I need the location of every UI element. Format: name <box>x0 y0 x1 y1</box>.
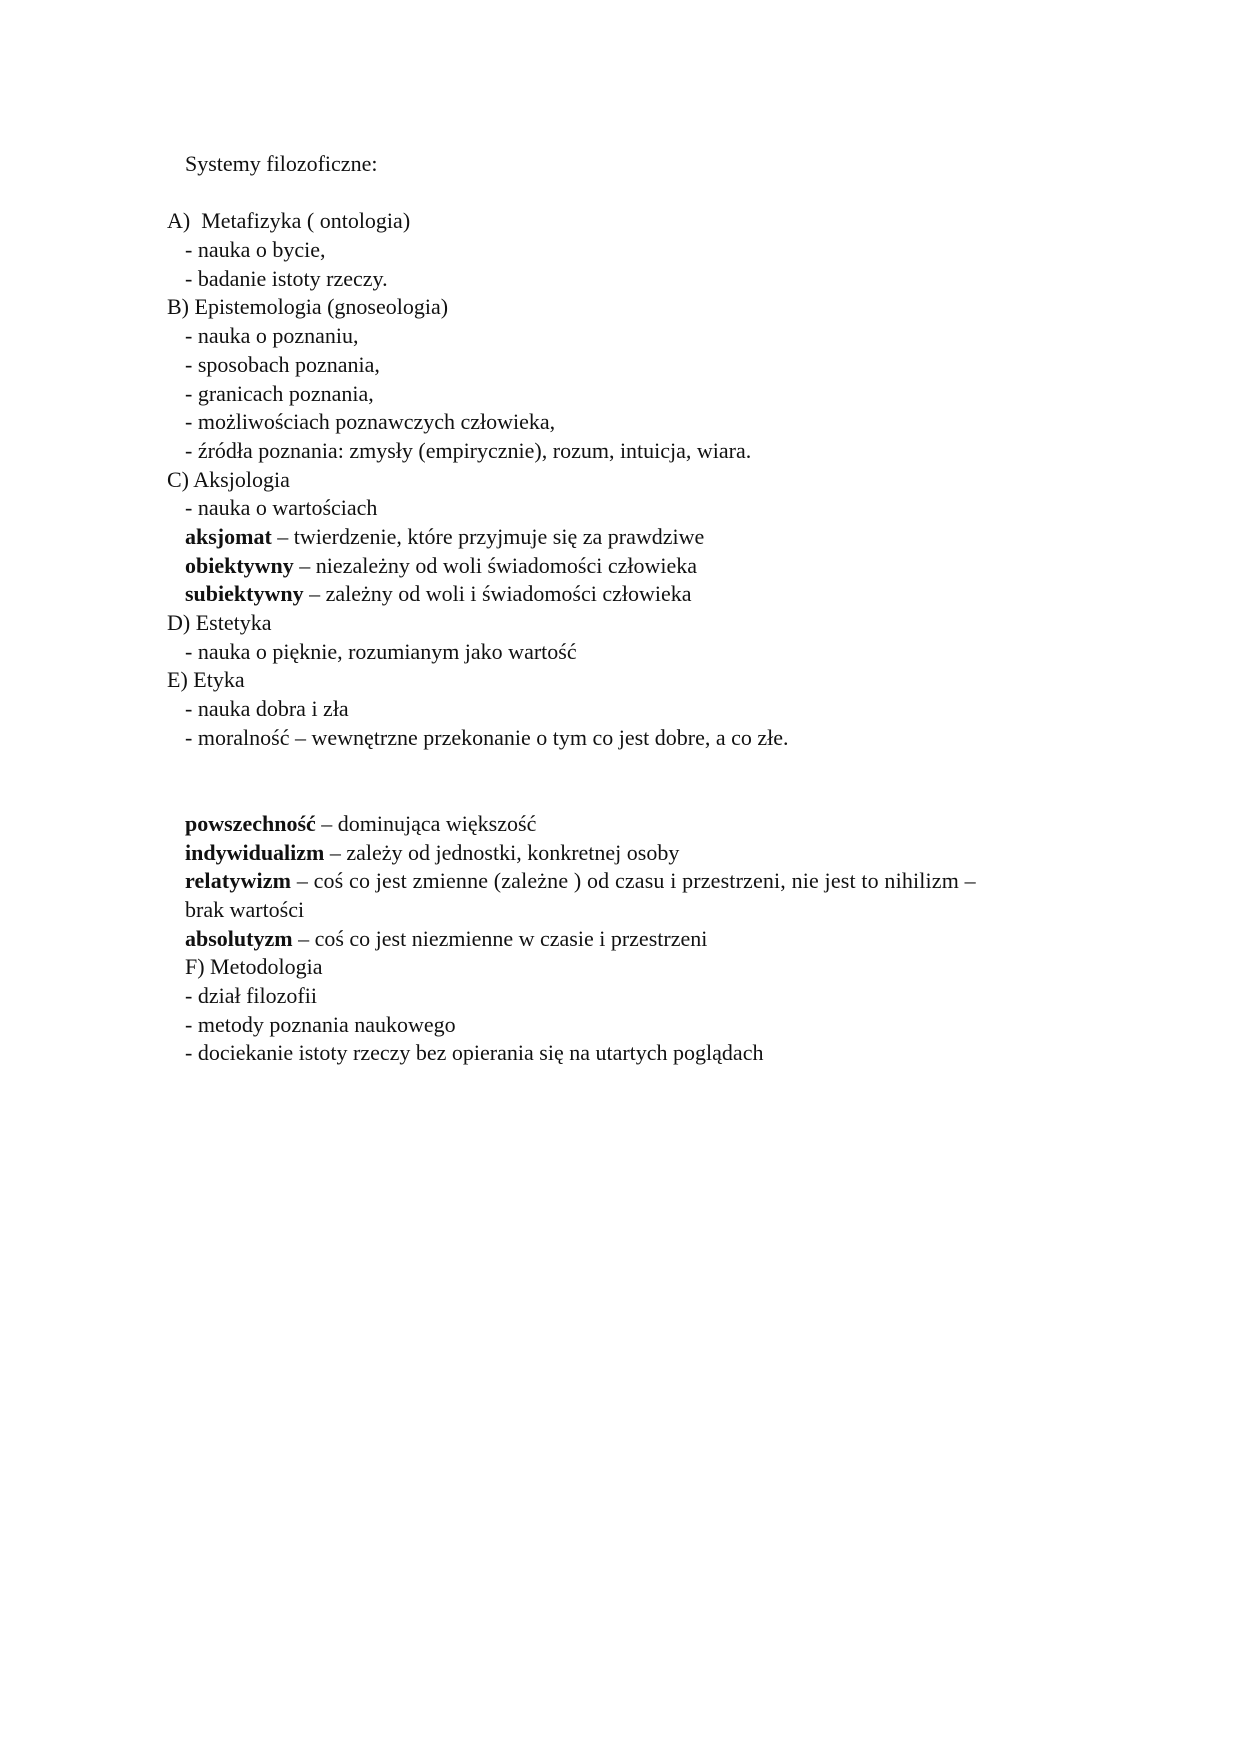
section-b-heading: B) Epistemologia (gnoseologia) <box>167 294 449 320</box>
section-a-heading: A) Metafizyka ( ontologia) <box>167 208 411 234</box>
section-e-heading: E) Etyka <box>167 667 245 693</box>
list-item: - sposobach poznania, <box>185 351 380 377</box>
list-item: - źródła poznania: zmysły (empirycznie), rozum, intuicja, wiara. <box>185 437 752 463</box>
list-item: - nauka dobra i zła <box>185 696 349 722</box>
definition <box>0 925 1240 954</box>
term: powszechność <box>185 810 316 836</box>
definition <box>0 523 1240 552</box>
term-definition: – dominująca większość <box>315 810 537 836</box>
term: indywidualizm <box>185 839 325 865</box>
list-item: - badanie istoty rzeczy. <box>185 265 388 291</box>
term: obiektywny <box>185 552 294 578</box>
term-definition: – zależy od jednostki, konkretnej osoby <box>324 839 680 865</box>
list-item: - nauka o poznaniu, <box>185 323 359 349</box>
definition <box>0 867 1240 896</box>
list-item: - metody poznania naukowego <box>185 1011 456 1037</box>
term-definition: – coś co jest niezmienne w czasie i przestrzeni <box>292 925 708 951</box>
list-item: - nauka o pięknie, rozumianym jako wartość <box>185 638 577 664</box>
definition <box>0 580 1240 609</box>
definition-continuation: brak wartości <box>185 896 305 922</box>
list-item: - moralność – wewnętrzne przekonanie o tym co jest dobre, a co złe. <box>185 724 789 750</box>
definition <box>0 839 1240 868</box>
term-definition: – zależny od woli i świadomości człowieka <box>303 581 692 607</box>
list-item: - możliwościach poznawczych człowieka, <box>185 409 556 435</box>
term: absolutyzm <box>185 925 293 951</box>
term-definition: – niezależny od woli świadomości człowieka <box>293 552 698 578</box>
section-d-heading: D) Estetyka <box>167 610 272 635</box>
definition <box>0 552 1240 581</box>
document-page <box>0 150 1240 1068</box>
term: relatywizm <box>185 868 292 894</box>
list-item: - dociekanie istoty rzeczy bez opierania się na utartych poglądach <box>185 1040 764 1066</box>
document-title: Systemy filozoficzne: <box>185 151 378 176</box>
term-definition: – coś co jest zmienne (zależne ) od czasu i przestrzeni, nie jest to nihilizm – <box>291 868 976 894</box>
section-f-heading: F) Metodologia <box>185 954 323 980</box>
list-item: - dział filozofii <box>185 982 317 1008</box>
section-c-heading: C) Aksjologia <box>167 466 290 492</box>
list-item: - nauka o bycie, <box>185 237 326 263</box>
term: aksjomat <box>185 523 272 549</box>
list-item: - nauka o wartościach <box>185 495 378 521</box>
definition <box>0 810 1240 839</box>
list-item: - granicach poznania, <box>185 380 374 406</box>
term-definition: – twierdzenie, które przyjmuje się za prawdziwe <box>271 523 705 549</box>
term: subiektywny <box>185 581 304 607</box>
